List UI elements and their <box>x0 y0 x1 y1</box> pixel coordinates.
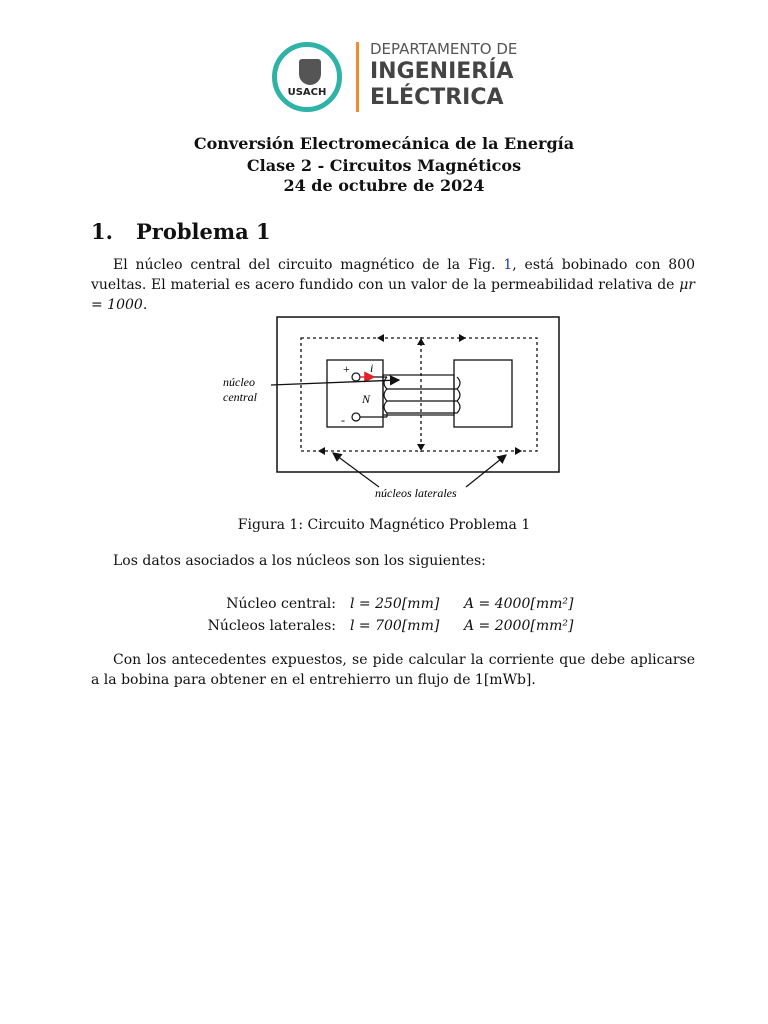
logo-line-2: INGENIERÍA <box>370 59 514 84</box>
intro-text-b: , está bobinado con 800 vueltas. El material es acero fundido con un valor de la permeabilidad relativa de <box>91 257 695 293</box>
usach-seal <box>272 42 342 112</box>
right-window <box>454 360 512 427</box>
question-paragraph <box>91 650 695 690</box>
lateral-pointer-left <box>333 453 379 487</box>
label-nucleo: núcleo <box>223 375 255 389</box>
coil-winding <box>384 377 460 417</box>
logo-line-1: DEPARTAMENTO DE <box>370 40 518 58</box>
section-number: 1. <box>91 219 113 244</box>
seal-text: USACH <box>287 87 327 98</box>
label-central: central <box>223 390 257 404</box>
row-label: Núcleo central: <box>226 596 336 612</box>
row-area: A = 2000[mm²] <box>464 618 574 634</box>
figure-caption: Figura 1: Circuito Magnético Problema 1 <box>237 517 531 533</box>
label-i: i <box>370 361 374 375</box>
data-intro <box>91 551 695 571</box>
section-title: Problema 1 <box>136 219 271 244</box>
shield-icon <box>299 59 321 85</box>
label-plus: + <box>343 362 350 376</box>
row-label: Núcleos laterales: <box>207 618 336 634</box>
magnetic-circuit-figure <box>211 307 577 505</box>
intro-end: . <box>142 297 148 313</box>
figure-reference-link[interactable]: 1 <box>503 257 513 273</box>
label-minus: - <box>341 413 345 427</box>
logo-divider <box>356 42 359 112</box>
central-core <box>383 375 454 415</box>
intro-text-a: El núcleo central del circuito magnético de la Fig. <box>113 257 504 273</box>
lateral-pointer-right <box>466 455 506 487</box>
row-area: A = 4000[mm²] <box>464 596 574 612</box>
class-title: Clase 2 - Circuitos Magnéticos <box>246 156 522 175</box>
label-laterales: núcleos laterales <box>375 486 457 500</box>
intro-paragraph <box>91 255 695 315</box>
row-length: l = 250[mm] <box>350 596 440 612</box>
question-text: Con los antecedentes expuestos, se pide calcular la corriente que debe aplicarse a la bobina para obtener en el entrehierro un flujo de 1[mWb]. <box>91 652 695 688</box>
department-logo <box>270 38 520 114</box>
course-title: Conversión Electromecánica de la Energía <box>193 134 575 153</box>
label-N: N <box>362 392 371 406</box>
date-title: 24 de octubre de 2024 <box>283 176 485 195</box>
row-length: l = 700[mm] <box>350 618 440 634</box>
data-intro-text: Los datos asociados a los núcleos son los siguientes: <box>113 553 486 569</box>
permeability-value: μr = 1000 <box>91 277 695 313</box>
logo-line-3: ELÉCTRICA <box>370 85 504 110</box>
section-heading <box>91 219 271 244</box>
